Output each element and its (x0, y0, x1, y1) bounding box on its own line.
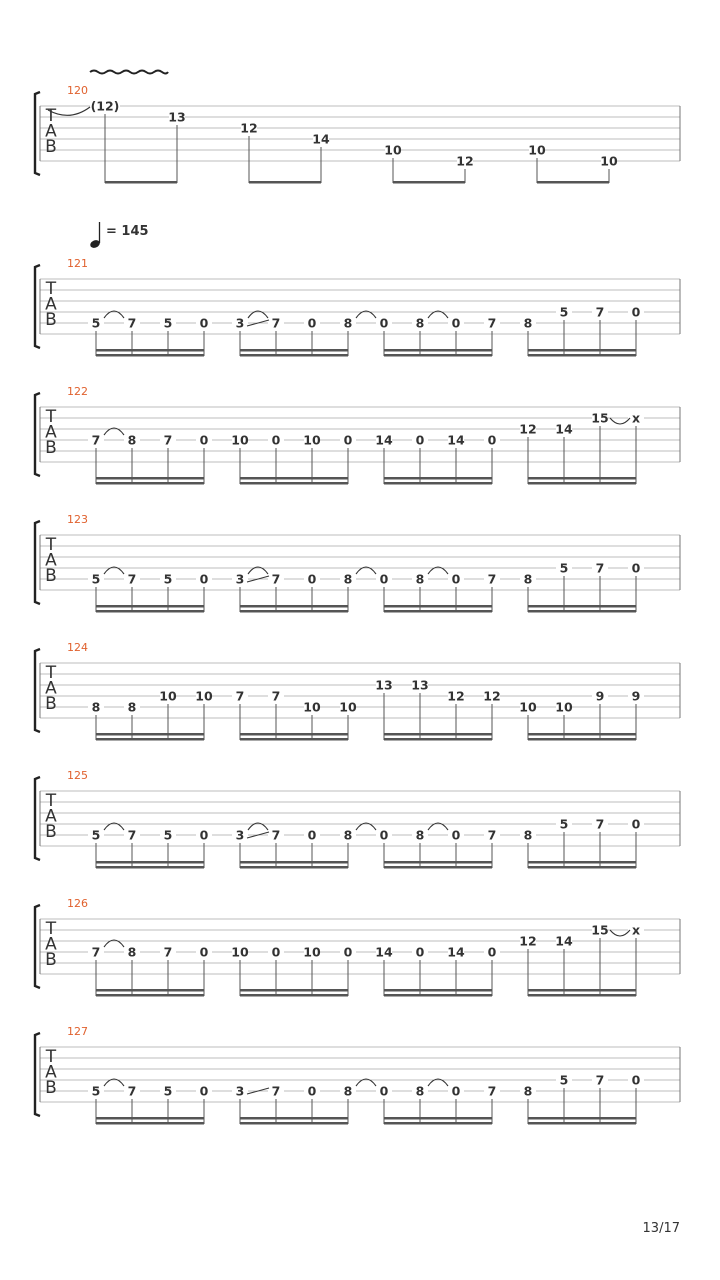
tab-system (35, 1025, 680, 1125)
page-number: 13/17 (642, 1221, 680, 1236)
tab-clef-letter: T (45, 407, 57, 427)
beam (240, 354, 348, 357)
measure-number: 120 (67, 84, 88, 97)
fret-number: 7 (271, 571, 281, 587)
tempo-value: = 145 (106, 224, 149, 239)
fret-number: 5 (163, 315, 173, 331)
beam (240, 738, 348, 741)
fret-number: 9 (631, 688, 641, 704)
fret-number: 15 (591, 922, 609, 938)
fret-number: 5 (163, 1083, 173, 1099)
fret-number: 10 (195, 688, 213, 704)
fret-number: 7 (91, 432, 101, 448)
fret-number: 3 (235, 571, 245, 587)
measure-number: 121 (67, 257, 88, 270)
fret-number: 5 (559, 816, 569, 832)
fret-number: 12 (519, 421, 537, 437)
beam (384, 866, 492, 869)
fret-number: 10 (600, 153, 618, 169)
beam (96, 989, 204, 992)
tab-system (35, 257, 680, 357)
tab-clef-letter: B (45, 566, 57, 586)
beam (384, 1122, 492, 1125)
tab-clef-letter: A (45, 121, 57, 142)
fret-number: 7 (487, 315, 497, 331)
fret-number: 0 (379, 571, 389, 587)
fret-number: 5 (91, 315, 101, 331)
fret-number: 7 (127, 1083, 137, 1099)
tab-system (35, 641, 680, 741)
fret-number: 8 (343, 1083, 353, 1099)
tab-clef-letter: A (45, 934, 57, 955)
beam (384, 989, 492, 992)
beam (96, 482, 204, 485)
fret-number: 0 (307, 827, 317, 843)
fret-number: 10 (303, 432, 321, 448)
fret-number: 14 (555, 421, 573, 437)
fret-number: 14 (375, 944, 393, 960)
fret-number: 14 (312, 131, 330, 147)
beam (240, 477, 348, 480)
fret-number: 8 (415, 1083, 425, 1099)
fret-number: 10 (303, 944, 321, 960)
beam (384, 354, 492, 357)
tab-clef-letter: B (45, 137, 57, 157)
fret-number: 14 (555, 933, 573, 949)
fret-number: 0 (199, 944, 209, 960)
measure-number: 123 (67, 513, 88, 526)
tab-system (35, 71, 680, 184)
beam (240, 349, 348, 352)
system-bracket (35, 393, 40, 476)
tab-system (35, 385, 680, 485)
beam (384, 1117, 492, 1120)
beam (384, 738, 492, 741)
fret-number: 0 (451, 827, 461, 843)
beam (528, 610, 636, 613)
beam (528, 861, 636, 864)
fret-number: 8 (343, 827, 353, 843)
fret-number: 13 (411, 677, 429, 693)
tab-clef-letter: T (45, 106, 57, 126)
fret-number: 0 (199, 1083, 209, 1099)
fret-number: 0 (307, 315, 317, 331)
fret-number: 5 (559, 560, 569, 576)
beam (528, 482, 636, 485)
fret-number: 8 (523, 1083, 533, 1099)
fret-number: 0 (307, 571, 317, 587)
fret-number: 8 (415, 827, 425, 843)
fret-number: 8 (523, 571, 533, 587)
fret-number: 0 (631, 1072, 641, 1088)
fret-number: 8 (523, 827, 533, 843)
fret-number: 10 (384, 142, 402, 158)
beam (240, 1117, 348, 1120)
fret-number: 5 (91, 827, 101, 843)
fret-number: 8 (127, 432, 137, 448)
fret-number: 10 (555, 699, 573, 715)
fret-number: 0 (343, 944, 353, 960)
beam (240, 989, 348, 992)
fret-number: 0 (379, 315, 389, 331)
tempo-marking (89, 222, 149, 249)
fret-number: 0 (199, 827, 209, 843)
fret-number: 5 (559, 1072, 569, 1088)
tab-clef-letter: A (45, 422, 57, 443)
fret-number: (12) (90, 98, 120, 114)
measure-number: 127 (67, 1025, 88, 1038)
fret-number: 5 (163, 827, 173, 843)
tab-clef-letter: B (45, 694, 57, 714)
measure-number: 125 (67, 769, 88, 782)
beam (528, 605, 636, 608)
fret-number: 12 (456, 153, 474, 169)
measure-number: 124 (67, 641, 88, 654)
fret-number: 0 (343, 432, 353, 448)
beam (240, 605, 348, 608)
fret-number: 10 (339, 699, 357, 715)
fret-number: 3 (235, 315, 245, 331)
bend-curve (610, 418, 630, 424)
fret-number: x (631, 410, 641, 426)
fret-number: 14 (447, 944, 465, 960)
fret-number: 12 (519, 933, 537, 949)
fret-number: 3 (235, 827, 245, 843)
system-bracket (35, 521, 40, 604)
bend-curve (610, 930, 630, 936)
system-bracket (35, 905, 40, 988)
fret-number: 0 (451, 315, 461, 331)
fret-number: 7 (595, 560, 605, 576)
fret-number: 8 (127, 944, 137, 960)
fret-number: 5 (559, 304, 569, 320)
fret-number: 7 (487, 1083, 497, 1099)
fret-number: 0 (415, 432, 425, 448)
fret-number: 0 (631, 560, 641, 576)
beam (528, 477, 636, 480)
fret-number: 10 (159, 688, 177, 704)
beam (528, 738, 636, 741)
tab-clef-letter: A (45, 550, 57, 571)
fret-number: 10 (303, 699, 321, 715)
beam (384, 733, 492, 736)
fret-number: 5 (163, 571, 173, 587)
beam (105, 181, 177, 184)
fret-number: 0 (199, 571, 209, 587)
tab-clef-letter: T (45, 791, 57, 811)
measure-number: 122 (67, 385, 88, 398)
fret-number: 10 (519, 699, 537, 715)
beam (528, 1122, 636, 1125)
measure-number: 126 (67, 897, 88, 910)
fret-number: 7 (163, 432, 173, 448)
beam (240, 482, 348, 485)
beam (384, 482, 492, 485)
fret-number: 10 (231, 944, 249, 960)
tab-clef-letter: T (45, 919, 57, 939)
fret-number: 7 (127, 315, 137, 331)
tab-clef-letter: B (45, 1078, 57, 1098)
beam (528, 989, 636, 992)
beam (96, 477, 204, 480)
beam (528, 994, 636, 997)
tab-clef-letter: T (45, 535, 57, 555)
fret-number: 0 (451, 571, 461, 587)
beam (384, 994, 492, 997)
system-bracket (35, 649, 40, 732)
fret-number: 14 (447, 432, 465, 448)
beam (240, 733, 348, 736)
fret-number: 12 (240, 120, 258, 136)
fret-number: 0 (451, 1083, 461, 1099)
fret-number: 0 (631, 816, 641, 832)
system-bracket (35, 1033, 40, 1116)
beam (240, 994, 348, 997)
fret-number: 7 (487, 827, 497, 843)
tab-clef-letter: A (45, 1062, 57, 1083)
vibrato-line (90, 71, 168, 74)
beam (384, 605, 492, 608)
beam (528, 1117, 636, 1120)
beam (96, 354, 204, 357)
fret-number: 7 (595, 1072, 605, 1088)
tab-clef-letter: T (45, 663, 57, 683)
fret-number: 12 (447, 688, 465, 704)
beam (384, 861, 492, 864)
beam (384, 349, 492, 352)
system-bracket (35, 92, 40, 175)
beam (240, 866, 348, 869)
beam (240, 861, 348, 864)
fret-number: 13 (168, 109, 186, 125)
fret-number: 0 (631, 304, 641, 320)
fret-number: 15 (591, 410, 609, 426)
fret-number: 14 (375, 432, 393, 448)
tab-clef-letter: B (45, 950, 57, 970)
fret-number: 7 (271, 827, 281, 843)
tab-clef-letter: A (45, 294, 57, 315)
system-bracket (35, 777, 40, 860)
beam (96, 861, 204, 864)
fret-number: 3 (235, 1083, 245, 1099)
tab-clef-letter: T (45, 279, 57, 299)
fret-number: 10 (231, 432, 249, 448)
beam (384, 477, 492, 480)
fret-number: 5 (91, 571, 101, 587)
fret-number: 8 (127, 699, 137, 715)
beam (528, 354, 636, 357)
fret-number: 0 (379, 827, 389, 843)
system-bracket (35, 265, 40, 348)
fret-number: 0 (199, 432, 209, 448)
tab-clef-letter: B (45, 822, 57, 842)
tab-clef-letter: T (45, 1047, 57, 1067)
fret-number: 0 (307, 1083, 317, 1099)
beam (96, 866, 204, 869)
beam (96, 733, 204, 736)
tab-clef-letter: A (45, 678, 57, 699)
beam (96, 1122, 204, 1125)
beam (537, 181, 609, 184)
fret-number: 7 (271, 1083, 281, 1099)
fret-number: 7 (91, 944, 101, 960)
fret-number: 0 (271, 432, 281, 448)
beam (96, 994, 204, 997)
fret-number: 8 (343, 571, 353, 587)
fret-number: 7 (595, 816, 605, 832)
tab-clef-letter: B (45, 438, 57, 458)
fret-number: 7 (487, 571, 497, 587)
fret-number: 9 (595, 688, 605, 704)
fret-number: 0 (487, 432, 497, 448)
fret-number: 8 (91, 699, 101, 715)
fret-number: 8 (415, 571, 425, 587)
beam (528, 733, 636, 736)
beam (249, 181, 321, 184)
fret-number: 10 (528, 142, 546, 158)
fret-number: 8 (415, 315, 425, 331)
fret-number: 0 (415, 944, 425, 960)
fret-number: 7 (271, 688, 281, 704)
beam (96, 605, 204, 608)
fret-number: 0 (487, 944, 497, 960)
fret-number: 7 (127, 571, 137, 587)
fret-number: 8 (523, 315, 533, 331)
fret-number: 13 (375, 677, 393, 693)
tab-clef-letter: B (45, 310, 57, 330)
fret-number: x (631, 922, 641, 938)
beam (240, 1122, 348, 1125)
fret-number: 7 (127, 827, 137, 843)
beam (528, 866, 636, 869)
beam (96, 1117, 204, 1120)
beam (528, 349, 636, 352)
beam (96, 738, 204, 741)
tab-system (35, 513, 680, 613)
fret-number: 7 (163, 944, 173, 960)
beam (240, 610, 348, 613)
tab-system (35, 897, 680, 997)
beam (96, 349, 204, 352)
beam (96, 610, 204, 613)
fret-number: 7 (595, 304, 605, 320)
fret-number: 7 (271, 315, 281, 331)
fret-number: 0 (271, 944, 281, 960)
beam (384, 610, 492, 613)
tab-clef-letter: A (45, 806, 57, 827)
fret-number: 5 (91, 1083, 101, 1099)
fret-number: 8 (343, 315, 353, 331)
fret-number: 7 (235, 688, 245, 704)
fret-number: 0 (379, 1083, 389, 1099)
fret-number: 12 (483, 688, 501, 704)
tab-system (35, 769, 680, 869)
fret-number: 0 (199, 315, 209, 331)
beam (393, 181, 465, 184)
